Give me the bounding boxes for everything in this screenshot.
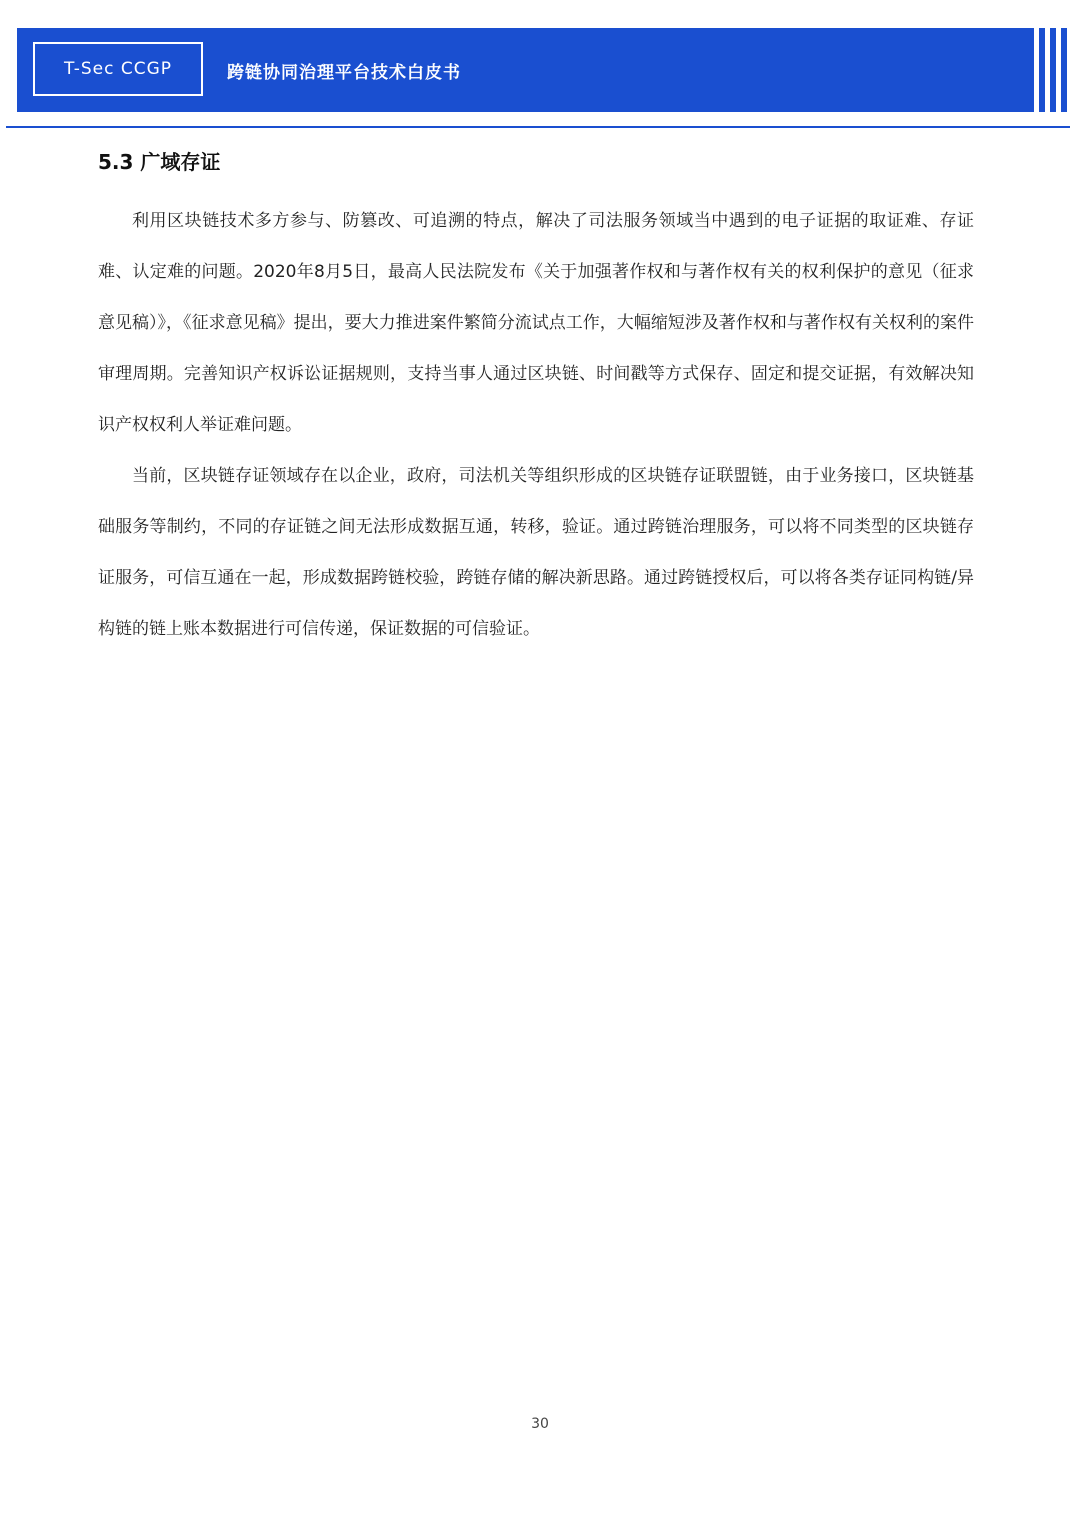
header-stripe bbox=[1050, 28, 1056, 112]
body-paragraph: 利用区块链技术多方参与、防篡改、可追溯的特点，解决了司法服务领域当中遇到的电子证据的取证难、存证难、认定难的问题。2020年8月5日，最高人民法院发布《关于加强著作权和与著作权有关的权利保护的意见（征求意见稿）》，《征求意见稿》提出，要大力推进案件繁简分流试点工作，大幅缩短涉及著作权和与著作权有关权利的案件审理周期。完善知识产权诉讼证据规则，支持当事人通过区块链、时间戳等方式保存、固定和提交证据，有效解决知识产权权利人举证难问题。 bbox=[98, 211, 974, 435]
document-title: 跨链协同治理平台技术白皮书 bbox=[227, 62, 461, 83]
header-stripe bbox=[1061, 28, 1067, 112]
header-stripe bbox=[1039, 28, 1045, 112]
body-paragraph: 当前，区块链存证领域存在以企业，政府，司法机关等组织形成的区块链存证联盟链，由于业务接口，区块链基础服务等制约，不同的存证链之间无法形成数据互通，转移，验证。通过跨链治理服务，可以将不同类型的区块链存证服务，可信互通在一起，形成数据跨链校验，跨链存储的解决新思路。通过跨链授权后，可以将各类存证同构链/异构链的链上账本数据进行可信传递，保证数据的可信验证。 bbox=[98, 466, 974, 639]
section-body bbox=[98, 196, 974, 655]
page-number: 30 bbox=[531, 1416, 549, 1432]
section-heading: 5.3 广域存证 bbox=[98, 150, 221, 174]
brand-label: T-Sec CCGP bbox=[33, 42, 203, 96]
header-divider bbox=[6, 126, 1070, 128]
header-banner bbox=[17, 28, 1034, 112]
